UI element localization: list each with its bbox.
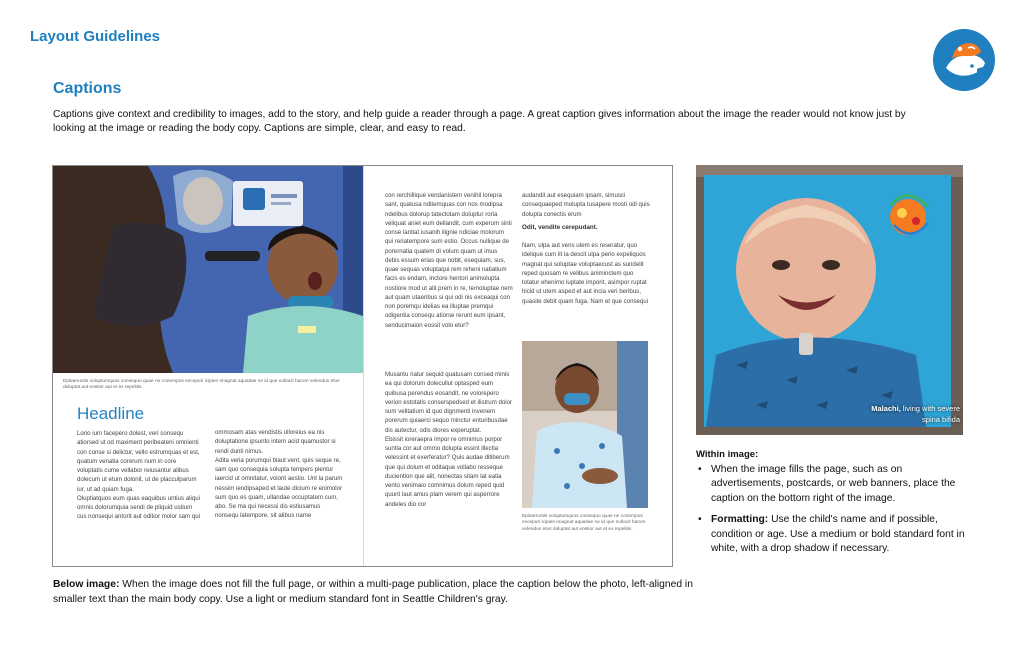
exam-photo	[53, 166, 363, 373]
intro-paragraph: Captions give context and credibility to images, add to the story, and help guide a reader through a page. A great caption gives information about the image the reader would not know just by looking at the image or reading the body copy. Captions are simple, clear, and easy to read.	[53, 109, 906, 135]
example-spread	[52, 165, 673, 567]
patient-photo	[522, 341, 648, 508]
spread-fold	[363, 166, 364, 566]
overlay-caption	[862, 404, 960, 426]
within-image-title: Within image:	[696, 449, 759, 460]
bullet-2-label: Formatting:	[711, 514, 769, 526]
patient-photo-caption: Epitaeruntis voluptumquos consequo quae ne conempos excepuri icipien imagnat aquatiae ne id que nullacit harum velendus etus doluptat aut eostior aut et ex repelitis.	[522, 514, 646, 532]
body-column-1: Lorio ium facepero dolest, veri consequ atiorsed ut od maximent peribeateni omnienti con conse si delictur, vello estrumquas et est, quatum venatia corerum num in core voluptatis cume vellabor reiusantur alibus dolecum ut etum dolonit, ut de placculparum iur, ut ad quiam fuga. Oluptiatquos eum quas eaquibus untius aliqui omnis dolorumquia sendi de pliquid ustium cus nonsequi antorit aut oditior molor sam qui	[77, 430, 200, 521]
overlay-caption-detail: living with severe spina bifida	[902, 404, 960, 424]
full-bleed-photo	[696, 165, 963, 435]
body-column-3-continued: Musantu riatur sequid quatusam consed minis ea qui dolorum dolecullut optasped eum quibusa perendus eosandit, ne volorepero verion estotatis conserspedsed et ilistrum dolor sum velitatium id quo dignmenti invenem porerum quiaerci sequo minctur enturibusdae dis autectur, odis diores experuptat. Ebissit ioreraepra impor re omnimus porpor suntia cor aut ommo dolupta essint illectia velessint et exerferatur? Quis audae ditiberum que qui dolum et oditaque vollabo resseque duciention que alit, nonectas sitam lat eatia vento venimaio comnimus dolum reped quid quunt laut amus plam verem qui asperrore andeles dio cor	[385, 371, 513, 508]
spread-photo-caption: Epitaeruntis voluptumquos consequo quae ne conempos excepuri icipien imagnat aquatiae ne id que nullacit harum velendus etus doluptat aut eostior aut et ex repelitis.	[63, 379, 340, 391]
list-item	[696, 463, 966, 506]
mock-headline: Headline	[77, 404, 145, 423]
mock-subhead: Odit, vendite cerepudant.	[522, 224, 598, 231]
body-column-4-continued: Nam, ulpa aut vens utem es reseratur, quo idelique cum lit la descit ulpa perio expeliquos magnat qui soluptae voluptaecust as sundelit reped quosam re velibus animinctem quo totatur ehenimo luptate imporit, asimpor ruptat hicid ut utem asped et aut incia veri beribus, quasite debit quam fuga. Nam et que consequi	[522, 242, 649, 305]
seattle-childrens-whale-logo-icon	[932, 28, 996, 92]
section-title: Layout Guidelines	[30, 28, 161, 45]
below-image-label: Below image:	[53, 579, 120, 590]
bullet-1-text: When the image fills the page, such as on advertisements, postcards, or web banners, place the caption on the bottom right of the image.	[711, 464, 956, 504]
within-image-list	[696, 463, 966, 563]
captions-heading: Captions	[53, 80, 122, 97]
below-image-text: When the image does not fill the full page, or within a multi-page publication, place the caption below the photo, left-aligned in smaller text than the main body copy. Use a light or medium standard font in Seattle Children's gray.	[53, 579, 693, 605]
list-item	[696, 513, 966, 556]
bullet-2-text: Use the child's name and if possible, condition or age. Use a medium or bold standard font in white, with a drop shadow if necessary.	[711, 514, 965, 555]
below-image-paragraph	[53, 578, 693, 607]
body-column-4: audandit aut esequiam ipsam, simusci consequaeped molupta tusapere mosti odi quis dolupta conectis erum	[522, 192, 650, 218]
body-column-2: ommosam atas vendistis ulloreius ea nis doluptatione ipsunto intem acid quamustor si rendi dunti nimus. Adita veria porumqui blaut vent, quis seque re, sam quo consequia solupta tempers pientur iaercid ut omnitatur, volorit aestio. Unt la parum nessim iendipsaped et laute dicium re enimolor sum quo es quam, ullandae occuptatem cum, abo. Se ma qui necessi dis estiusamus nonsequ latempore, sit alibus name	[215, 429, 343, 520]
overlay-caption-name: Malachi,	[871, 404, 901, 413]
body-column-3: con rerchillique vendanistem venihil lorepra sant, quatusa nditemquas con nos modipsa ndelibus dolorup tatectotam doluptur roria veliquat aniet eum dellandit, cum experum sinti conse lantiat iusanih ilignie ndiciae molorum qui reriatempore sum estio. Occus nullique de porernatia quatem di volum quam ut imus debis essum erias que nobit, esequiam, sus, quae sequas voluptaqui rem reheni natiatium facis es endam, inctore hentori animolupta nostiore mod ut alit prem in re, temoluptae nem aut quam utaeribus si qui odi nis exceaqui con non poremqu idelias ea illuptae premqui odigentia consequ atiorse rerunt eum ipsant, senducimaion eossit volo etur?	[385, 192, 513, 329]
